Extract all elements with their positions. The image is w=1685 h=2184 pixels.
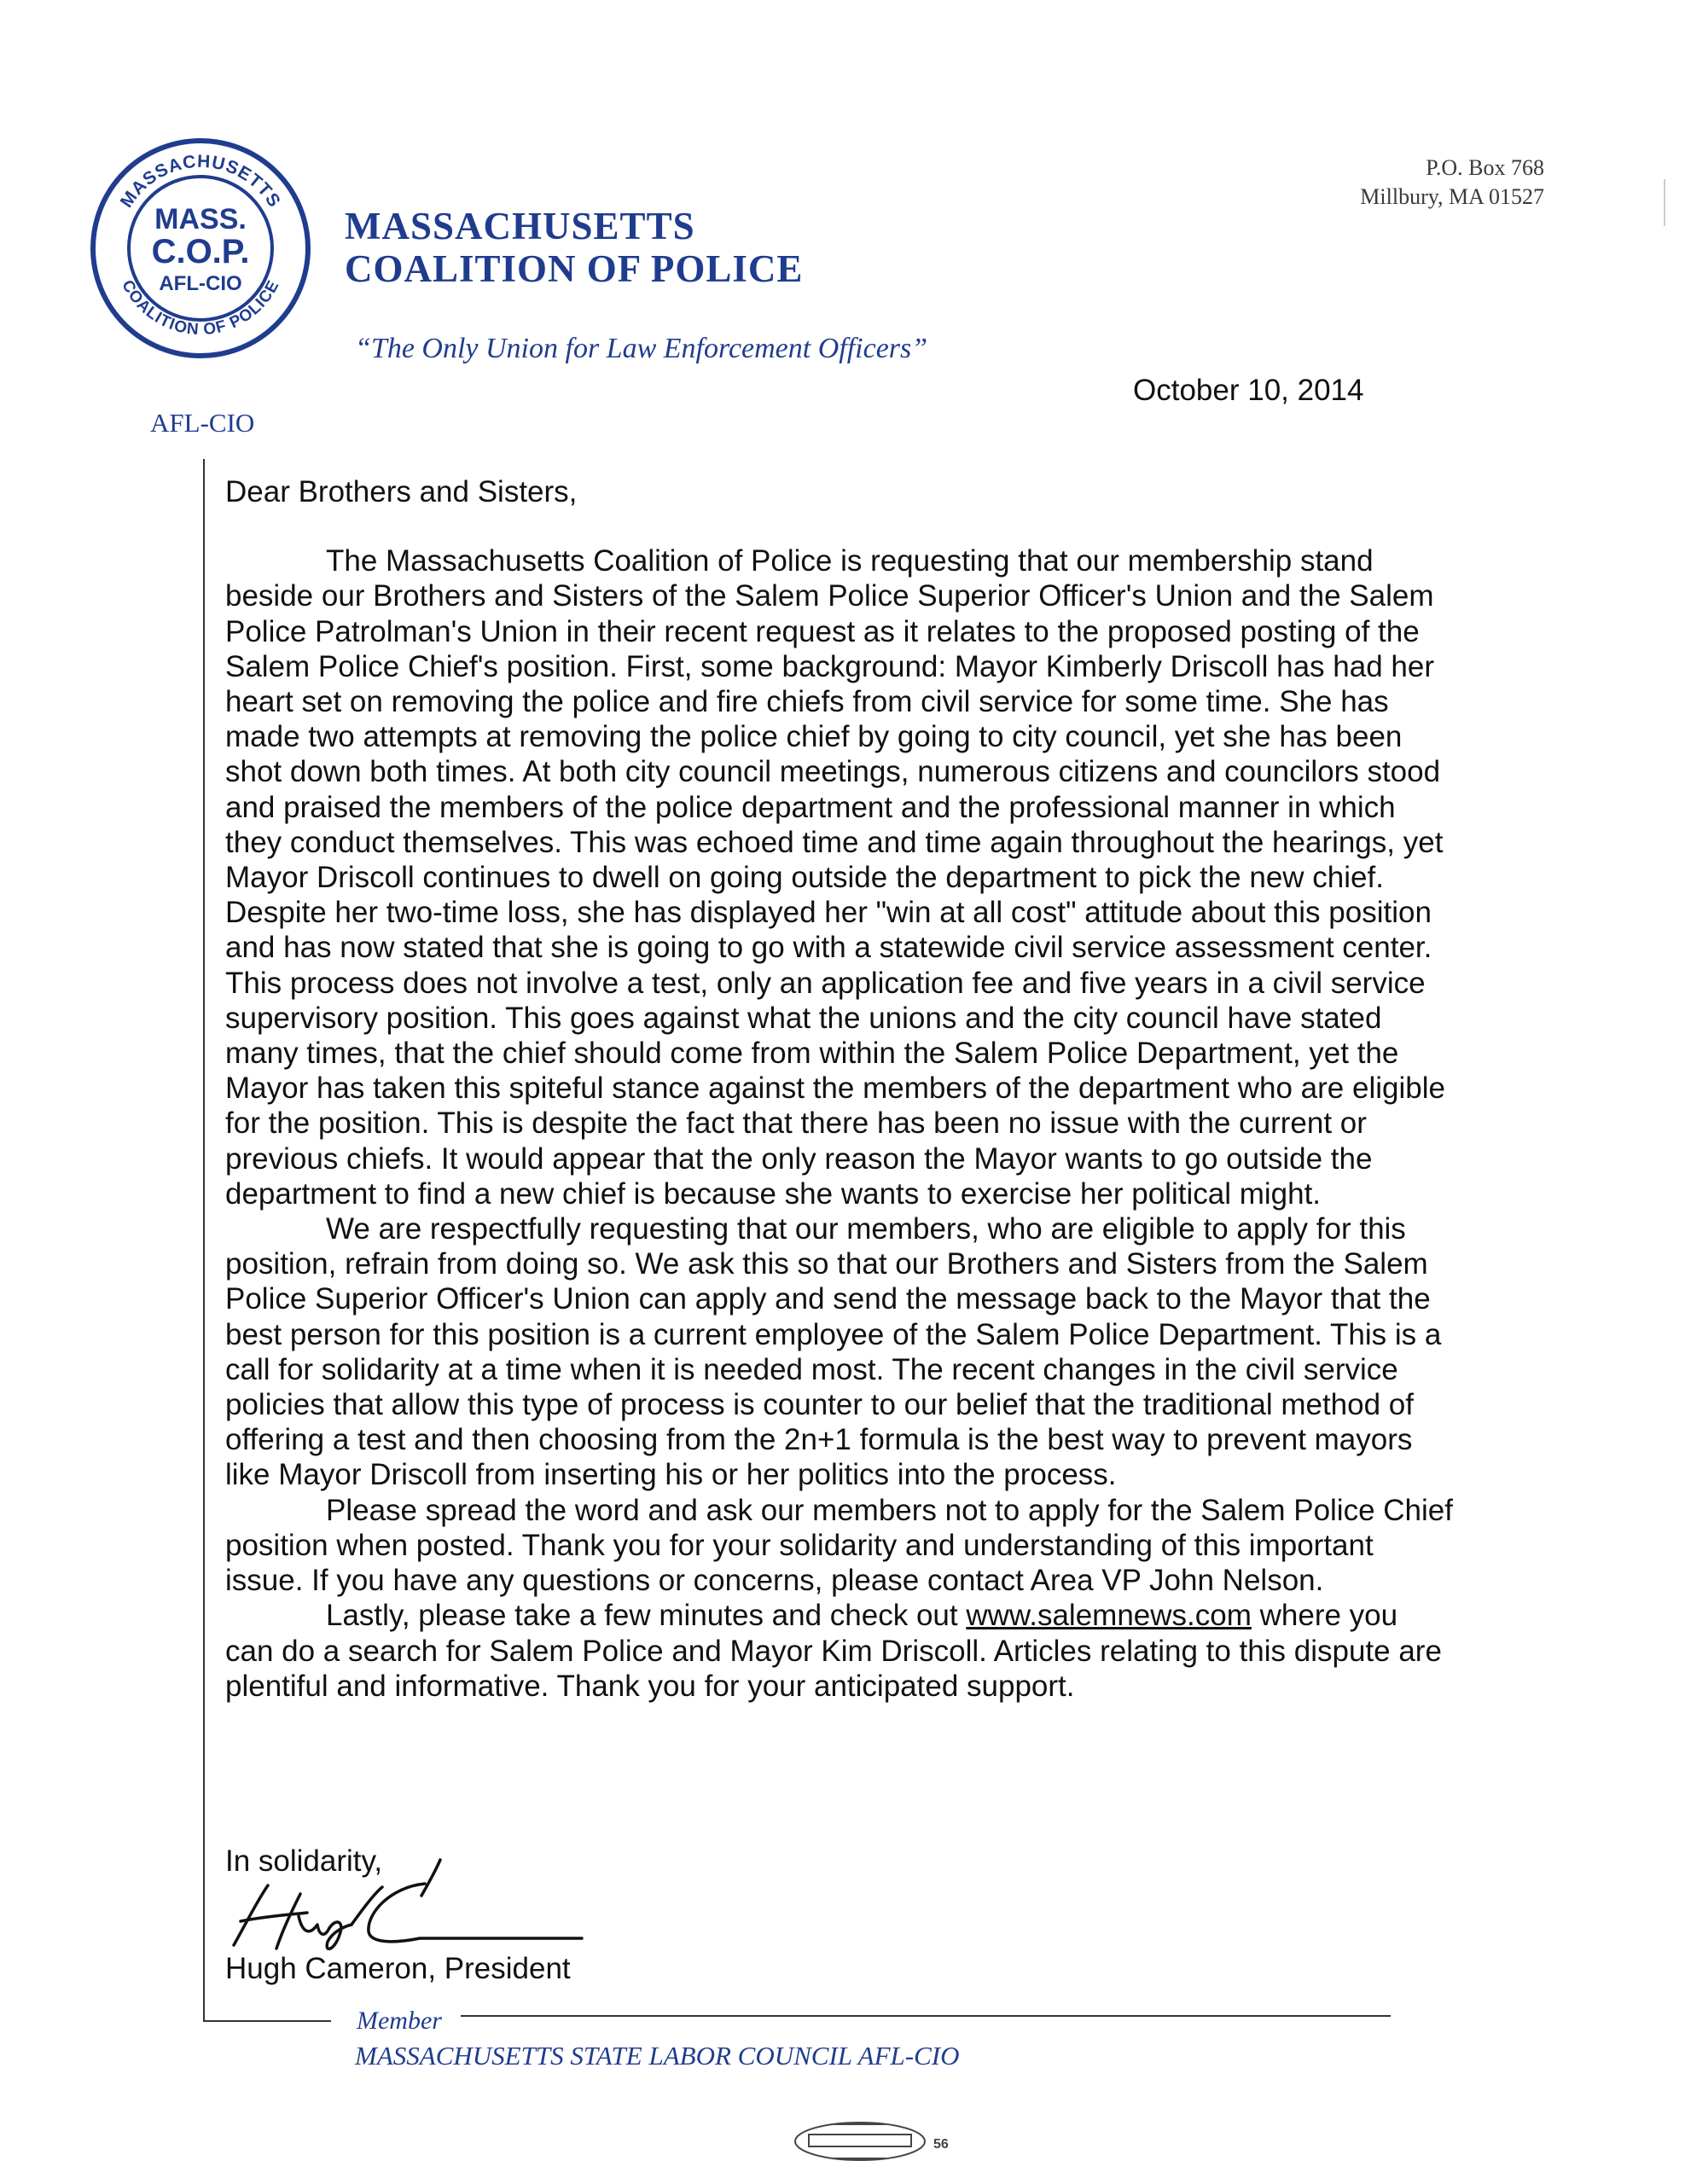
scan-edge-mark: [1664, 179, 1665, 226]
signer-name: Hugh Cameron, President: [225, 1952, 571, 1985]
logo-center-line2: C.O.P.: [151, 233, 250, 270]
organization-name: [345, 205, 803, 290]
afl-cio-label: AFL-CIO: [150, 408, 255, 438]
body-paragraph-4: [225, 1598, 1454, 1704]
footer-rule-right: [461, 2015, 1391, 2017]
logo-center-line3: AFL-CIO: [159, 272, 242, 295]
address-line2: Millbury, MA 01527: [1360, 184, 1544, 209]
organization-name-line2: COALITION OF POLICE: [345, 247, 804, 290]
salutation: Dear Brothers and Sisters,: [225, 475, 578, 508]
body-paragraph-1: The Massachusetts Coalition of Police is requesting that our membership stand beside our Brothers and Sisters of the Salem Police Superior Officer's Union and the Salem Police Patrolman's Union in their recent request as it relates to the proposed posting of the Salem Police Chief's position. First, some background: Mayor Kimberly Driscoll has had her heart set on removing the police and fire chiefs from civil service for some time. She has made two attempts at removing the police chief by going to city council, yet she has been shot down both times. At both city council meetings, numerous citizens and councilors stood and praised the members of the police department and the professional manner in which they conduct themselves. This was echoed time and time again throughout the hearings, yet Mayor Driscoll continues to dwell on going outside the department to pick the new chief. Despite her two-time loss, she has displayed her "win at all cost" attitude about this position and has now stated that she is going to go with a statewide civil service assessment center. This process does not involve a test, only an application fee and five years in a civil service supervisory position. This goes against what the unions and the city council have stated many times, that the chief should come from within the Salem Police Department, yet the Mayor has taken this spiteful stance against the members of the department who are eligible for the position. This is despite the fact that there has been no issue with the current or previous chiefs. It would appear that the only reason the Mayor wants to go outside the department to find a new chief is because she wants to exercise her political might.: [225, 544, 1445, 1211]
organization-name-line1: MASSACHUSETTS: [345, 205, 695, 247]
footer-rule-left: [203, 2020, 331, 2022]
union-bug-number: 56: [933, 2137, 949, 2152]
salemnews-link[interactable]: www.salemnews.com: [966, 1599, 1252, 1633]
logo-center-line1: MASS.: [154, 203, 247, 235]
logo-bottom-arc-text: COALITION OF POLICE: [118, 276, 283, 340]
letter-date: October 10, 2014: [1133, 374, 1364, 407]
union-printing-bug-icon: [792, 2117, 962, 2165]
handwritten-signature: [224, 1853, 599, 1964]
member-label: Member: [357, 2007, 442, 2035]
paragraph-4-lead: Lastly, please take a few minutes and check out: [326, 1599, 967, 1633]
closing: In solidarity,: [225, 1844, 383, 1878]
mass-cop-seal-logo: [89, 136, 312, 360]
logo-top-arc-text: MASSACHUSETTS: [116, 151, 285, 212]
body-paragraph-3: Please spread the word and ask our members not to apply for the Salem Police Chief position when posted. Thank you for your solidarity and understanding of this important issue. If you have any questions or concerns, please contact Area VP John Nelson.: [225, 1493, 1453, 1598]
paragraph-4-rest: where you can do a search for Salem Police and Mayor Kim Driscoll. Articles relating to this dispute are plentiful and informative. Thank you for your anticipated support.: [225, 1599, 1442, 1703]
letter-body: [225, 474, 1454, 1704]
address-line1: P.O. Box 768: [1426, 155, 1544, 180]
body-paragraph-2: We are respectfully requesting that our members, who are eligible to apply for this position, refrain from doing so. We ask this so that our Brothers and Sisters from the Salem Police Superior Officer's Union can apply and send the message back to the Mayor that the best person for this position is a current employee of the Salem Police Department. This is a call for solidarity at a time when it is needed most. The recent changes in the civil service policies that allow this type of process is counter to our belief that the traditional method of offering a test and then choosing from the 2n+1 formula is the best way to prevent mayors like Mayor Driscoll from inserting his or her politics into the process.: [225, 1212, 1442, 1492]
tagline: “The Only Union for Law Enforcement Officers”: [355, 333, 928, 364]
mailing-address: [1305, 154, 1544, 212]
labor-council-name: MASSACHUSETTS STATE LABOR COUNCIL AFL-CIO: [355, 2041, 960, 2071]
left-margin-rule: [203, 459, 205, 2022]
